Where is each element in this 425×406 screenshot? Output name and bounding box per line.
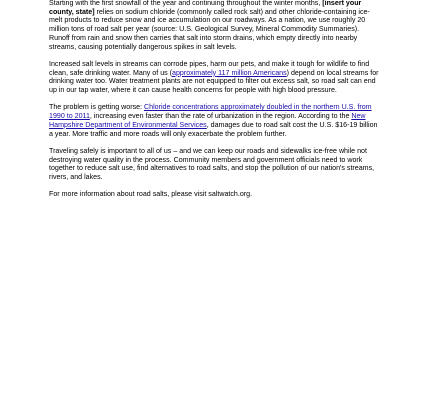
paragraph-text: ) depend on local streams for drinking water too. Water treatment plants are not equipped to filter out excess salt, so road salt can end up in our tap water, where it can cause health concerns for people with high blood pressure. [49, 68, 379, 95]
paragraph-text: , damages due to road salt cost the U.S. $16-19 billion a year. More traffic and more roads will only exacerbate the problem further. [49, 120, 378, 138]
paragraph-text: Traveling safely is important to all of us – and we can keep our roads and sidewalks ice-free while not destroying water quality in the process. Community members and government officials need to work together to reduce salt use, find alternatives to road salts, and stop the pollution of our nation's streams, rivers, and lakes. [49, 146, 375, 182]
paragraph-traveling-safely [49, 147, 381, 182]
paragraph-text: , increasing even faster than the rate of urbanization in the region. According to the [89, 112, 352, 121]
paragraph-salt-effects [49, 60, 381, 95]
paragraph-text: For more information about road salts, please visit saltwatch.org. [49, 190, 253, 199]
paragraph-text: Starting with the first snowfall of the year and continuing throughout the winter months, [49, 0, 323, 7]
link-117-million-americans[interactable]: approximately 117 million Americans [172, 68, 287, 77]
county-state-placeholder: [insert your county, state] [49, 0, 362, 16]
paragraph-more-information [49, 190, 381, 199]
paragraph-road-salt-usage [49, 0, 381, 51]
link-chloride-concentrations[interactable]: Chloride concentrations approximately doubled in the northern U.S. from 1990 to 2011 [49, 103, 372, 121]
paragraph-text: Increased salt levels in streams can corrode pipes, harm our pets, and make it tough for wildlife to find clean, safe drinking water. Many of us ( [49, 59, 370, 77]
paragraph-text: The problem is getting worse: [49, 103, 145, 112]
paragraph-problem-worsening [49, 103, 381, 138]
paragraph-text: relies on sodium chloride (commonly called rock salt) and other chloride-containing ice-melt products to reduce snow and ice accumulation on our roadways. As a nation, we use roughly 20 million tons of road salt per year (source: U.S. Geological Survey, Mineral Commodity Summaries). Runoff from rain and snow then carries that salt into storm drains, which empty directly into nearby streams, causing potentially dangerous spikes in salt levels. [49, 7, 370, 51]
document-page [49, 0, 381, 208]
link-nh-dept-environmental-services[interactable]: New Hampshire Department of Environmental Services [49, 112, 366, 129]
